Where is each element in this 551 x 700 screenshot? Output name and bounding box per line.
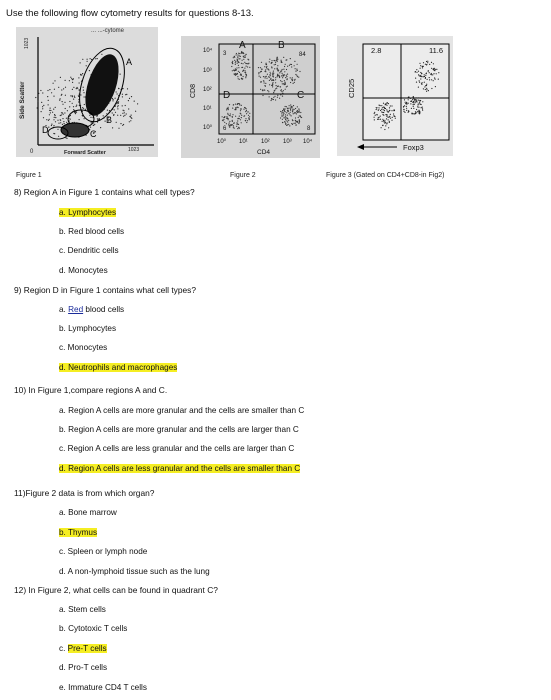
- fig1-origin: 0: [30, 149, 34, 155]
- q12-option-c-prefix: c.: [59, 644, 68, 653]
- fig2-x-tick-1: 10¹: [239, 139, 248, 145]
- fig1-region-a: A: [126, 57, 133, 67]
- q12-option-d[interactable]: d. Pro-T cells: [59, 663, 108, 672]
- fig2-x-tick-2: 10²: [261, 139, 270, 145]
- q8-option-a[interactable]: [59, 208, 116, 217]
- q10-option-d[interactable]: [59, 464, 300, 473]
- fig1-region-d: D: [42, 125, 49, 135]
- q12-option-e[interactable]: e. Immature CD4 T cells: [59, 683, 147, 692]
- question-9: 9) Region D in Figure 1 contains what cell types?: [14, 285, 197, 295]
- figure-1-caption: Figure 1: [16, 172, 42, 179]
- fig1-region-b: B: [106, 115, 113, 125]
- fig2-y-tick-0: 10⁴: [203, 48, 213, 54]
- q11-option-c[interactable]: c. Spleen or lymph node: [59, 547, 148, 556]
- q8-option-d[interactable]: d. Monocytes: [59, 266, 108, 275]
- fig2-y-tick-2: 10²: [203, 87, 212, 93]
- fig2-quadrant-c: C: [297, 90, 305, 101]
- q9-option-a-rest: blood cells: [83, 305, 125, 314]
- instructions: Use the following flow cytometry results for questions 8-13.: [6, 8, 254, 19]
- fig2-y-tick-4: 10⁰: [203, 125, 213, 131]
- q11-option-a[interactable]: a. Bone marrow: [59, 508, 117, 517]
- fig2-y-tick-1: 10³: [203, 68, 212, 74]
- q12-option-a[interactable]: a. Stem cells: [59, 605, 106, 614]
- figure-2-quadrant-plot: [181, 36, 320, 158]
- question-12: 12) In Figure 2, what cells can be found in quadrant C?: [14, 585, 218, 595]
- fig2-value-c: 8: [307, 126, 311, 132]
- fig1-y-max: 1023: [24, 37, 30, 49]
- fig2-quadrant-d: D: [223, 90, 231, 101]
- q12-option-c-text: [59, 644, 107, 653]
- q9-option-d-text: d. Neutrophils and macrophages: [59, 363, 178, 372]
- fig2-x-tick-4: 10⁴: [303, 139, 313, 145]
- q12-option-c[interactable]: [59, 644, 107, 653]
- figure-1-scatter-plot: [16, 27, 158, 157]
- q10-option-b[interactable]: b. Region A cells are more granular and the cells are larger than C: [59, 425, 299, 434]
- fig2-value-b: 84: [299, 52, 306, 58]
- fig1-region-c: C: [90, 129, 97, 139]
- fig3-value-right: 11.6: [429, 46, 444, 55]
- figure-3-quadrant-plot: [337, 36, 453, 156]
- fig2-value-d: 6: [223, 126, 227, 132]
- fig2-y-tick-3: 10¹: [203, 106, 212, 112]
- q11-option-b[interactable]: [59, 528, 97, 537]
- q8-option-b[interactable]: b. Red blood cells: [59, 227, 125, 236]
- question-8: 8) Region A in Figure 1 contains what cell types?: [14, 187, 195, 197]
- q9-option-b[interactable]: b. Lymphocytes: [59, 324, 117, 333]
- q9-option-d[interactable]: [59, 363, 177, 372]
- question-10: 10) In Figure 1,compare regions A and C.: [14, 385, 168, 395]
- fig2-y-label: CD8: [190, 83, 197, 98]
- figure-2-caption: Figure 2: [230, 172, 256, 179]
- q10-option-d-text: d. Region A cells are less granular and the cells are smaller than C: [59, 464, 301, 473]
- fig3-value-left: 2.8: [371, 46, 382, 55]
- fig1-x-label: Forward Scatter: [64, 150, 106, 156]
- q9-option-a-prefix: a.: [59, 305, 69, 314]
- q8-option-a-text: a. Lymphocytes: [59, 208, 117, 217]
- q12-option-c-highlight: Pre-T cells: [67, 644, 107, 653]
- fig2-x-tick-0: 10⁰: [217, 139, 227, 145]
- figure-3-caption: Figure 3 (Gated on CD4+CD8-in Fig2): [326, 172, 445, 179]
- fig3-small-value: 72: [375, 106, 381, 111]
- q11-option-d[interactable]: d. A non-lymphoid tissue such as the lung: [59, 567, 210, 576]
- q10-option-c[interactable]: c. Region A cells are less granular and the cells are larger than C: [59, 444, 295, 453]
- fig2-x-tick-3: 10³: [283, 139, 292, 145]
- fig1-x-max: 1023: [128, 147, 140, 153]
- fig3-x-label: Foxp3: [403, 143, 424, 152]
- q10-option-a[interactable]: a. Region A cells are more granular and the cells are smaller than C: [59, 406, 305, 415]
- q9-option-a-underlined: Red: [68, 305, 84, 314]
- fig2-quadrant-a: A: [239, 40, 246, 51]
- fig1-y-label: Side Scatter: [19, 81, 26, 119]
- fig2-value-a: 3: [223, 51, 227, 57]
- q11-option-b-text: b. Thymus: [59, 528, 98, 537]
- q12-option-b[interactable]: b. Cytotoxic T cells: [59, 624, 128, 633]
- fig3-y-label: CD25: [347, 78, 356, 98]
- q8-option-c[interactable]: c. Dendritic cells: [59, 246, 119, 255]
- q9-option-c[interactable]: c. Monocytes: [59, 343, 108, 352]
- fig1-banner: ... ...-cytome: [91, 28, 125, 34]
- question-11: 11)Figure 2 data is from which organ?: [14, 488, 155, 498]
- fig2-quadrant-b: B: [278, 40, 285, 51]
- q9-option-a[interactable]: [59, 305, 124, 314]
- fig2-x-label: CD4: [257, 149, 271, 156]
